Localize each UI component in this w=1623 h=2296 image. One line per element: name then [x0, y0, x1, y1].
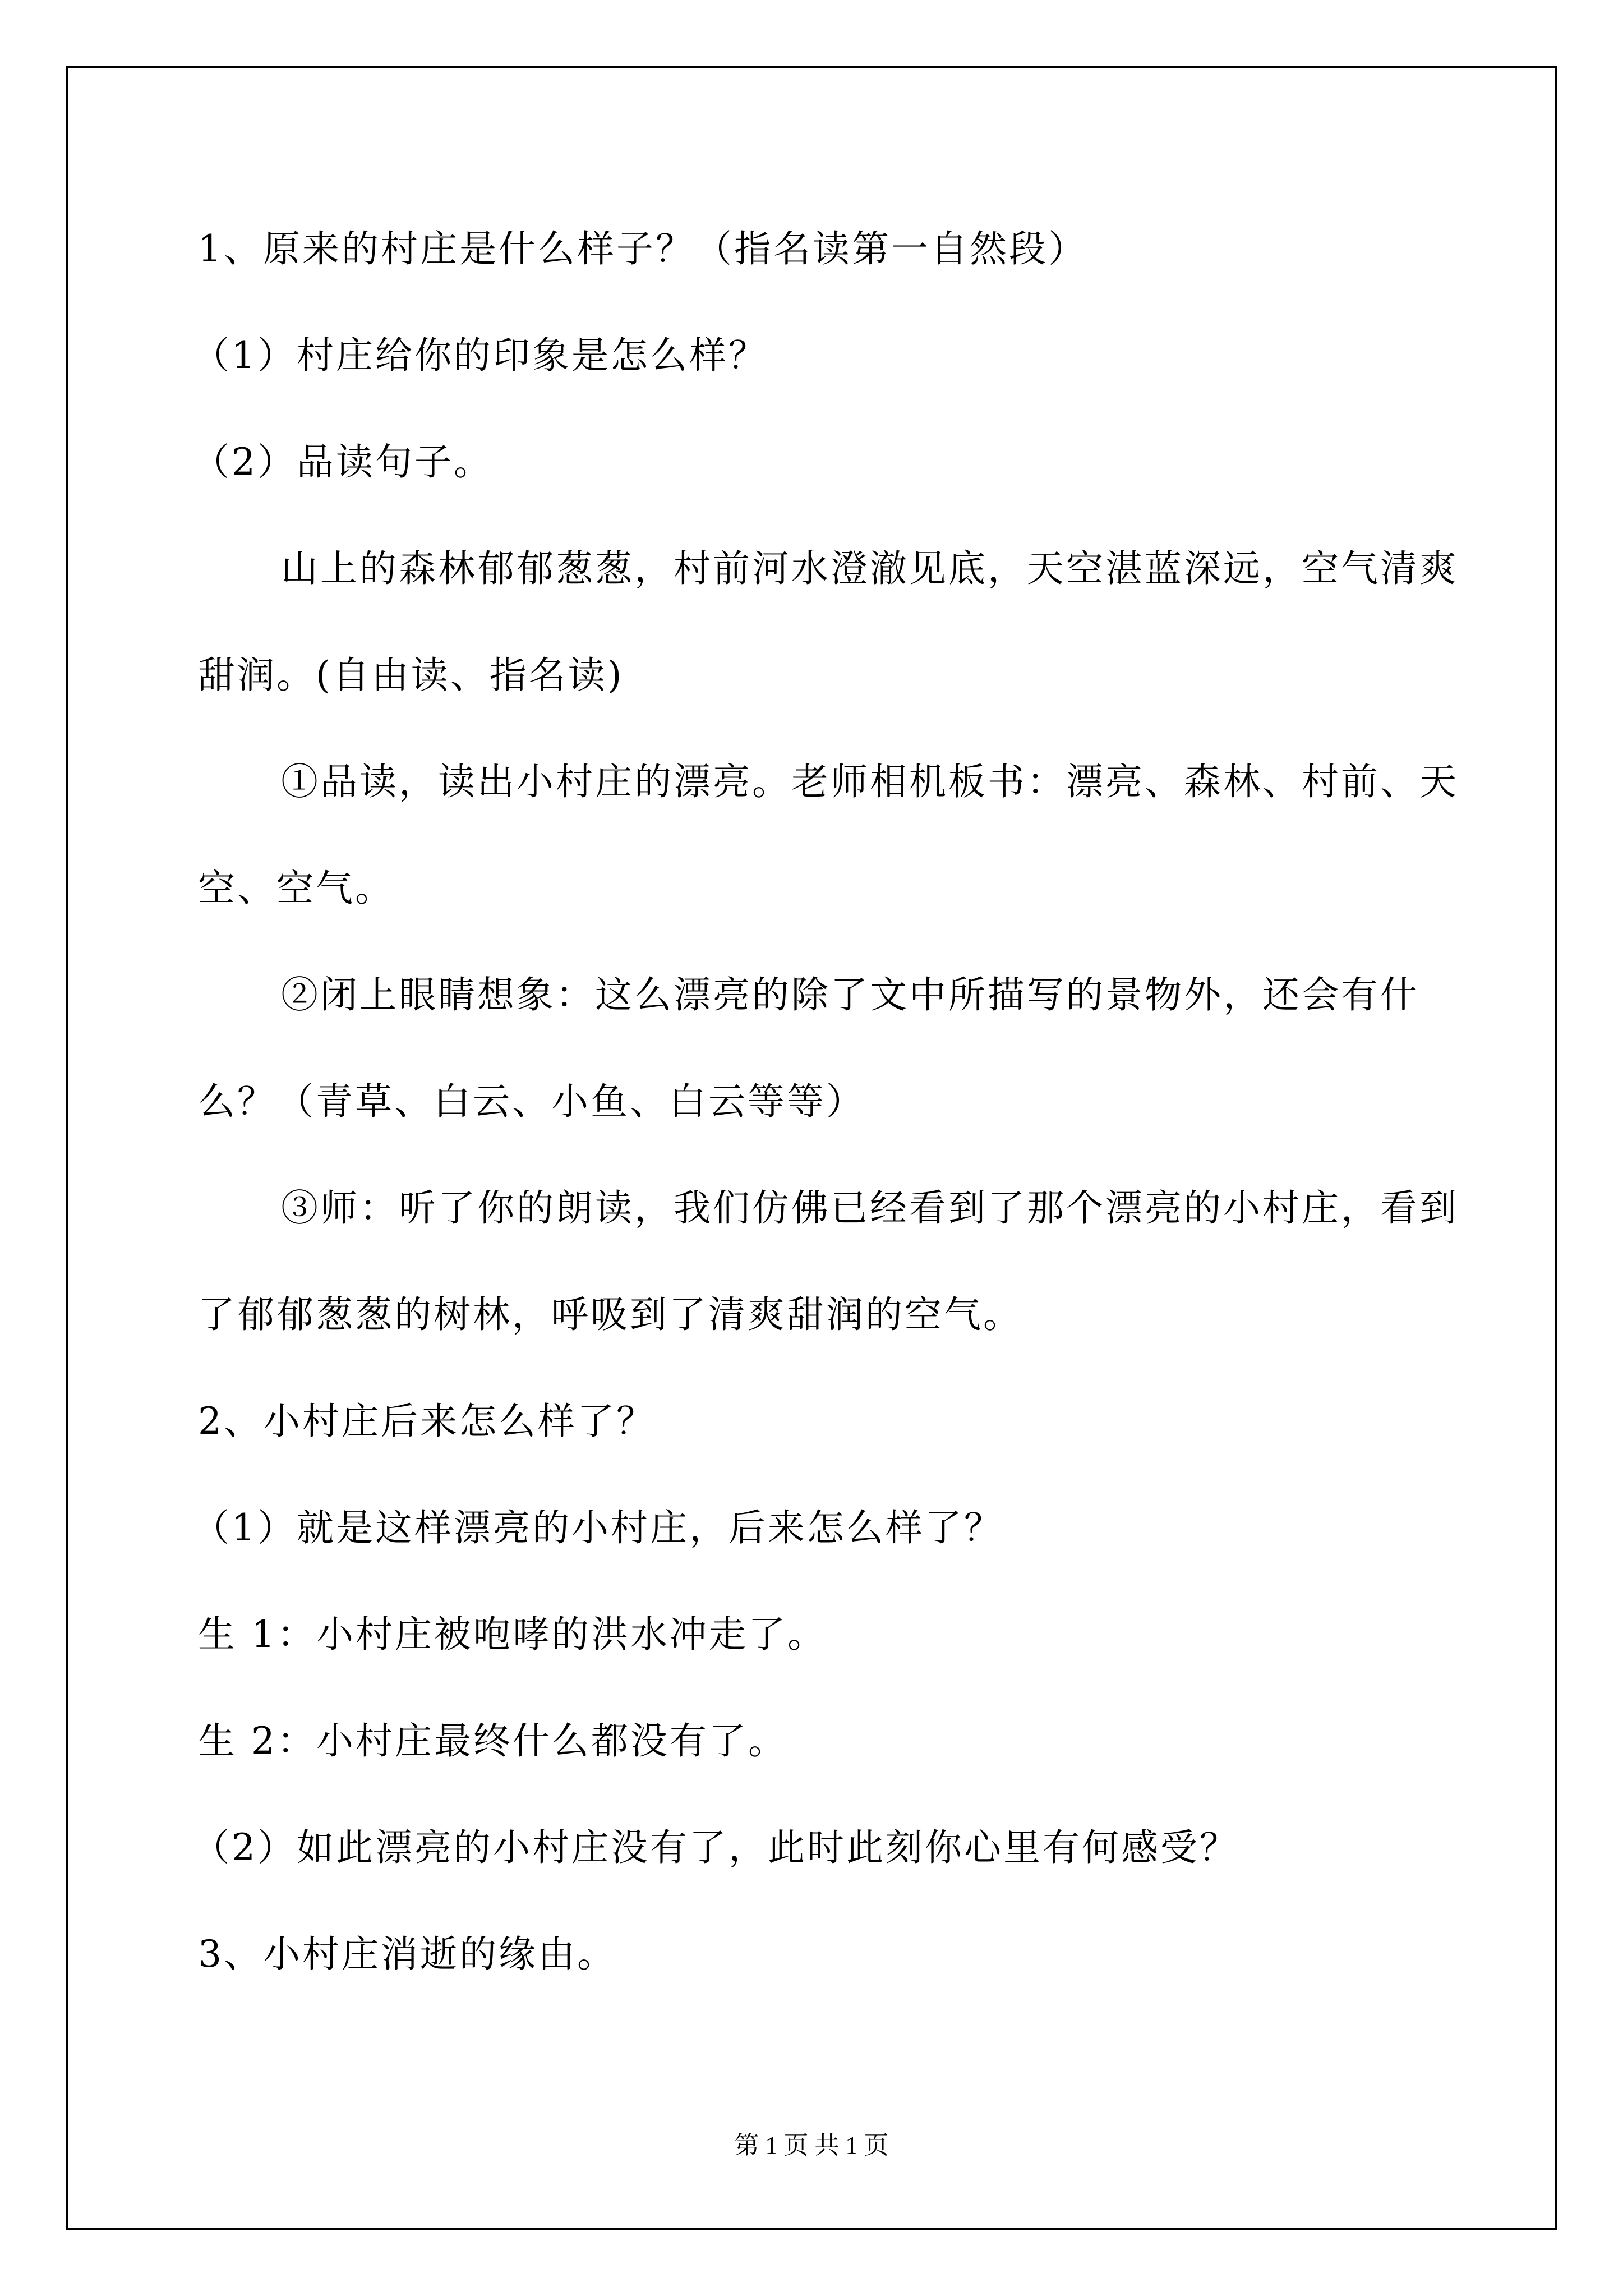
paragraph-item-1: [198, 729, 1488, 942]
quote-text: 山上的森林郁郁葱葱，村前河水澄澈见底，天空湛蓝深远，空气清爽甜润。(自由读、指名读): [198, 547, 1459, 697]
paragraph-quote-line-1: [198, 516, 1488, 729]
document-body: [192, 221, 1488, 2033]
paragraph-item-2: [198, 942, 1488, 1155]
paragraph-item-3: [198, 1155, 1488, 1368]
item-3-text: ③师：听了你的朗读，我们仿佛已经看到了那个漂亮的小村庄，看到了郁郁葱葱的树林，呼吸到了清爽甜润的空气。: [198, 1186, 1459, 1336]
page-footer: 第 1 页 共 1 页: [734, 2132, 889, 2159]
paragraph-question-3: 3、小村庄消逝的缘由。: [198, 1932, 616, 1976]
paragraph-sub-1: （1）村庄给你的印象是怎么样？: [192, 334, 768, 377]
paragraph-student-2: 生 2：小村庄最终什么都没有了。: [198, 1719, 787, 1763]
paragraph-question-2: 2、小村庄后来怎么样了？: [198, 1400, 656, 1443]
paragraph-sub-3: （1）就是这样漂亮的小村庄，后来怎么样了？: [192, 1506, 1003, 1549]
paragraph-question-1: 1、原来的村庄是什么样子？（指名读第一自然段）: [198, 227, 1087, 270]
item-2-text: ②闭上眼睛想象：这么漂亮的除了文中所描写的景物外，还会有什么？（青草、白云、小鱼、白云等等）: [198, 973, 1419, 1123]
paragraph-sub-4: （2）如此漂亮的小村庄没有了，此时此刻你心里有何感受？: [192, 1826, 1239, 1869]
item-1-text: ①品读，读出小村庄的漂亮。老师相机板书：漂亮、森林、村前、天空、空气。: [198, 760, 1459, 910]
paragraph-sub-2: （2）品读句子。: [192, 440, 493, 484]
paragraph-student-1: 生 1：小村庄被咆哮的洪水冲走了。: [198, 1613, 827, 1656]
